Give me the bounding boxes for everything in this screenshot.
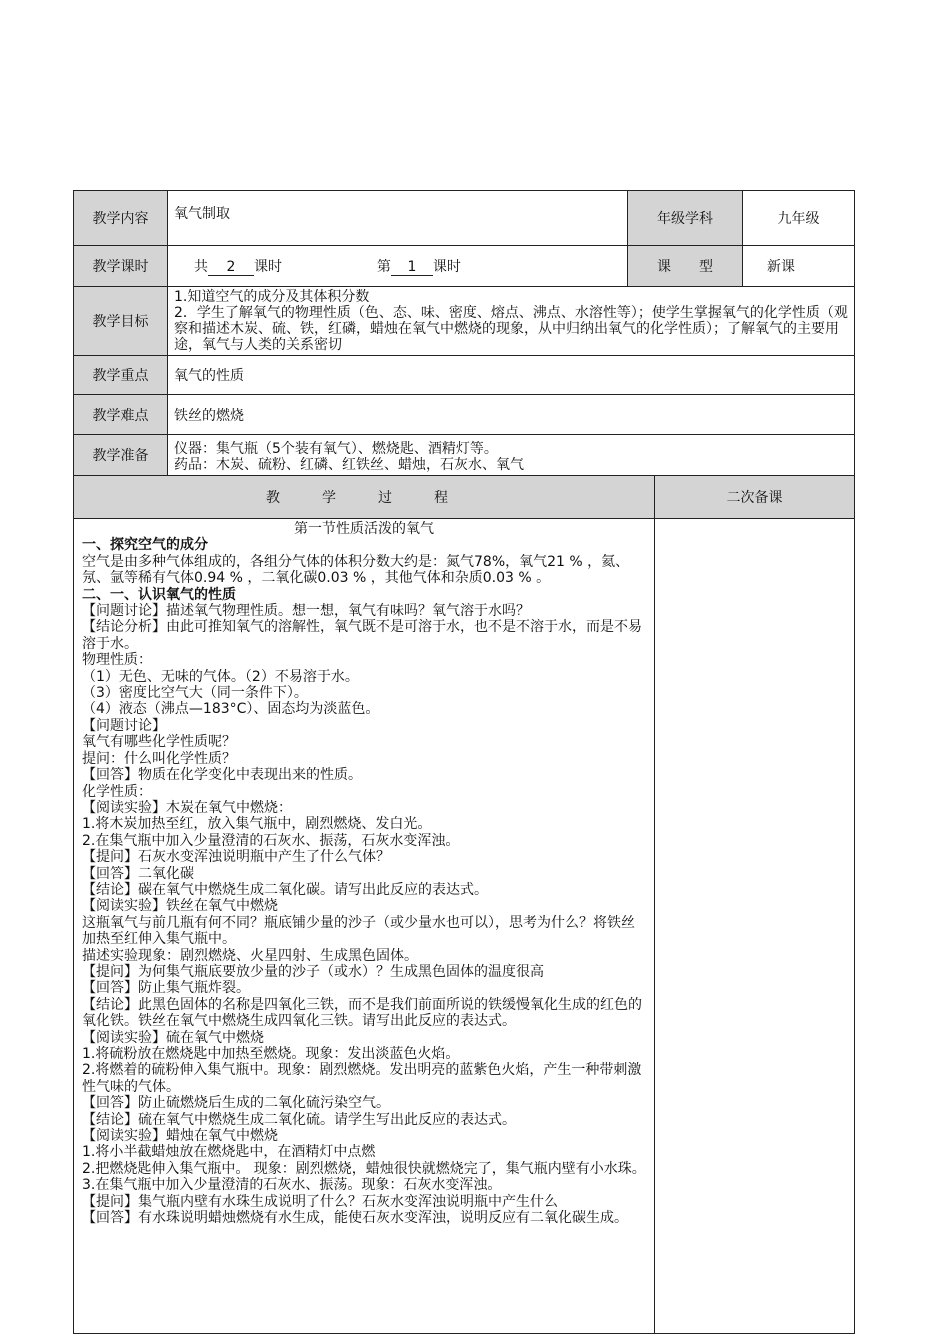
lesson-plan-sheet	[73, 190, 854, 1334]
process-line: 3.在集气瓶中加入少量澄清的石灰水、振荡。现象：石灰水变浑浊。	[82, 1177, 502, 1194]
hours-no-prefix: 第	[376, 259, 391, 275]
process-line: 【结论】此黑色固体的名称是四氧化三铁，而不是我们前面所说的铁缓慢氧化生成的红色的氧化铁。铁丝在氧气中燃烧生成四氧化三铁。请写出此反应的表达式。	[82, 996, 642, 1030]
content-label: 教学内容	[74, 191, 168, 246]
process-line: 【提问】石灰水变浑浊说明瓶中产生了什么气体？	[82, 849, 390, 866]
process-line: 二、一、认识氧气的性质	[82, 586, 236, 603]
process-line: 【结论分析】由此可推知氧气的溶解性，氧气既不是可溶于水，也不是不溶于水，而是不易溶于水。	[82, 619, 642, 652]
hours-no: 1	[391, 259, 433, 276]
content-value: 氧气制取	[168, 191, 628, 246]
process-line: 【回答】防止硫燃烧后生成的二氧化硫污染空气。	[82, 1095, 390, 1112]
process-line: 【提问】集气瓶内壁有水珠生成说明了什么？石灰水变浑浊说明瓶中产生什么	[82, 1193, 558, 1210]
prep-line: 药品：木炭、硫粉、红磷、红铁丝、蜡烛，石灰水、氧气	[174, 457, 524, 473]
hours-unit2: 课时	[432, 259, 461, 275]
process-line: （3）密度比空气大（同一条件下）。	[82, 685, 308, 702]
process-line: 这瓶氧气与前几瓶有何不同？瓶底铺少量的沙子（或少量水也可以），思考为什么？将铁丝加热至红伸入集气瓶中。	[82, 914, 635, 948]
process-line: 空气是由多种气体组成的，各组分气体的体积分数大约是：氮气78%，氧气21 % ，氦、氖、氩等稀有气体0.94 % ，二氧化碳0.03 % ，其他气体和杂质0.03 % 。	[82, 553, 630, 587]
process-head-label: 教 学 过 程	[74, 476, 655, 519]
prep-value	[168, 435, 855, 476]
hours-prefix: 共	[194, 259, 208, 275]
goal-item: 1.知道空气的成分及其体积分数	[174, 289, 370, 305]
process-line: 1.将小半截蜡烛放在燃烧匙中，在酒精灯中点燃	[82, 1144, 376, 1161]
process-line: 【结论】碳在氧气中燃烧生成二氧化碳。请写出此反应的表达式。	[82, 881, 488, 898]
lesson-header-table	[73, 190, 855, 476]
process-line: 【阅读实验】硫在氧气中燃烧	[82, 1029, 264, 1046]
focus-value: 氧气的性质	[168, 356, 855, 395]
second-prep-notes	[655, 519, 855, 1334]
process-line: 【问题讨论】描述氧气物理性质。想一想，氧气有味吗？氧气溶于水吗？	[82, 603, 530, 620]
process-line: 【提问】为何集气瓶底要放少量的沙子（或水）？生成黑色固体的温度很高	[82, 963, 544, 980]
process-line: （1）无色、无味的气体。（2）不易溶于水。	[82, 668, 359, 685]
process-table	[73, 475, 855, 1334]
grade-label: 年级学科	[628, 191, 743, 246]
hours-unit1: 课时	[254, 259, 282, 275]
process-line: 2.将燃着的硫粉伸入集气瓶中。现象：剧烈燃烧。发出明亮的蓝紫色火焰，产生一种带刺激性气味的气体。	[82, 1062, 642, 1095]
process-line: 1.将木炭加热至红，放入集气瓶中，剧烈燃烧、发白光。	[82, 816, 432, 833]
grade-value: 九年级	[743, 191, 855, 246]
hours-label: 教学课时	[74, 246, 168, 287]
type-value: 新课	[743, 246, 855, 287]
second-prep-label: 二次备课	[655, 476, 855, 519]
focus-label: 教学重点	[74, 356, 168, 395]
process-lines	[82, 537, 646, 1226]
difficulty-label: 教学难点	[74, 395, 168, 435]
type-label: 课 型	[628, 246, 743, 287]
process-line: 【回答】二氧化碳	[82, 865, 194, 882]
process-body	[74, 519, 655, 1334]
prep-line: 仪器：集气瓶（5个装有氧气）、燃烧匙、酒精灯等。	[174, 441, 498, 457]
process-line: 物理性质：	[82, 652, 152, 669]
process-line: 一、探究空气的成分	[82, 537, 208, 554]
process-line: 【回答】物质在化学变化中表现出来的性质。	[82, 767, 362, 784]
process-line: 2.在集气瓶中加入少量澄清的石灰水、振荡，石灰水变浑浊。	[82, 832, 460, 849]
process-line: 【结论】硫在氧气中燃烧生成二氧化硫。请学生写出此反应的表达式。	[82, 1111, 516, 1128]
process-line: 2.把燃烧匙伸入集气瓶中。 现象：剧烈燃烧，蜡烛很快就燃烧完了，集气瓶内壁有小水珠。	[82, 1160, 646, 1177]
process-line: 【阅读实验】木炭在氧气中燃烧：	[82, 799, 292, 816]
goals-label: 教学目标	[74, 287, 168, 356]
process-line: 氧气有哪些化学性质呢？	[82, 734, 236, 751]
process-line: 提问：什么叫化学性质？	[82, 750, 236, 767]
process-line: 【问题讨论】	[82, 717, 166, 734]
process-line: 1.将硫粉放在燃烧匙中加热至燃烧。现象：发出淡蓝色火焰。	[82, 1046, 460, 1062]
process-line: （4）液态（沸点—183°C）、固态均为淡蓝色。	[82, 701, 380, 718]
hours-value	[168, 246, 628, 287]
process-line: 【阅读实验】蜡烛在氧气中燃烧	[82, 1128, 278, 1145]
difficulty-value: 铁丝的燃烧	[168, 395, 855, 435]
process-line: 化学性质：	[82, 783, 152, 800]
prep-label: 教学准备	[74, 435, 168, 476]
goal-item: 2．学生了解氧气的物理性质（色、态、味、密度、熔点、沸点、水溶性等）；使学生掌握氧气的化学性质（观察和描述木炭、硫、铁，红磷，蜡烛在氧气中燃烧的现象，从中归纳出氧气的化学性质）；了解氧气的主要用途，氧气与人类的关系密切	[174, 305, 848, 353]
process-line: 【阅读实验】铁丝在氧气中燃烧	[82, 898, 278, 915]
goals-value	[168, 287, 855, 356]
hours-total: 2	[208, 259, 254, 276]
process-line: 描述实验现象：剧烈燃烧、火星四射、生成黑色固体。	[82, 947, 418, 964]
section-title: 第一节性质活泼的氧气	[294, 521, 434, 537]
process-line: 【回答】防止集气瓶炸裂。	[82, 980, 250, 997]
process-line: 【回答】有水珠说明蜡烛燃烧有水生成，能使石灰水变浑浊，说明反应有二氧化碳生成。	[82, 1210, 628, 1227]
